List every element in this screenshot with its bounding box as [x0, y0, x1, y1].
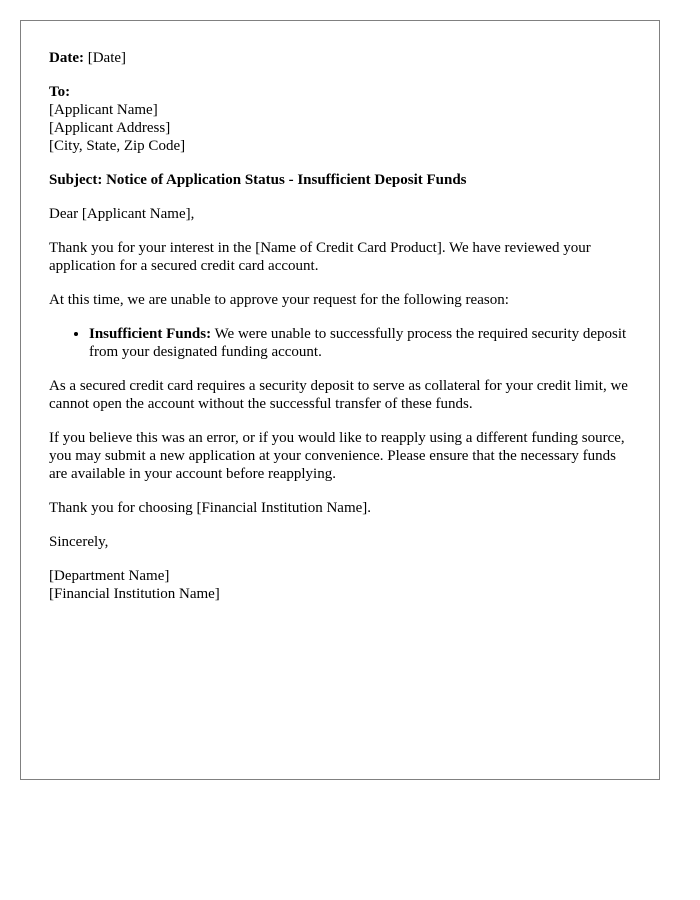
recipient-name: [Applicant Name]: [49, 102, 158, 118]
paragraph-thanks: Thank you for choosing [Financial Institution Name].: [49, 500, 372, 516]
paragraph-explanation: As a secured credit card requires a security deposit to serve as collateral for your credit limit, we cannot open the account without the successful transfer of these funds.: [49, 378, 628, 412]
date-label: Date:: [49, 50, 84, 66]
reason-list: [49, 325, 631, 361]
paragraph-intro: Thank you for your interest in the [Name of Credit Card Product]. We have reviewed your application for a secured credit card account.: [49, 240, 591, 274]
paragraph-decision: At this time, we are unable to approve your request for the following reason:: [49, 292, 509, 308]
reason-label: Insufficient Funds:: [89, 326, 212, 342]
paragraph-reapply: If you believe this was an error, or if you would like to reapply using a different funding source, you may submit a new application at your convenience. Please ensure that the necessary funds are available in your account before reapplying.: [49, 430, 625, 482]
reason-text: We were unable to successfully process the required security deposit from your designated funding account.: [89, 326, 627, 360]
signature-department: [Department Name]: [49, 568, 170, 584]
subject-line: Subject: Notice of Application Status - Insufficient Deposit Funds: [49, 172, 467, 188]
recipient-city-state-zip: [City, State, Zip Code]: [49, 138, 186, 154]
letter-page: [20, 20, 660, 780]
date-line: [49, 49, 631, 67]
date-value: [Date]: [87, 50, 127, 66]
closing: Sincerely,: [49, 534, 109, 550]
signature-block: [49, 567, 631, 603]
signature-institution: [Financial Institution Name]: [49, 586, 220, 602]
recipient-block: [49, 83, 631, 155]
to-label: To:: [49, 84, 71, 100]
reason-item: [89, 325, 631, 361]
recipient-address: [Applicant Address]: [49, 120, 171, 136]
salutation: Dear [Applicant Name],: [49, 206, 195, 222]
